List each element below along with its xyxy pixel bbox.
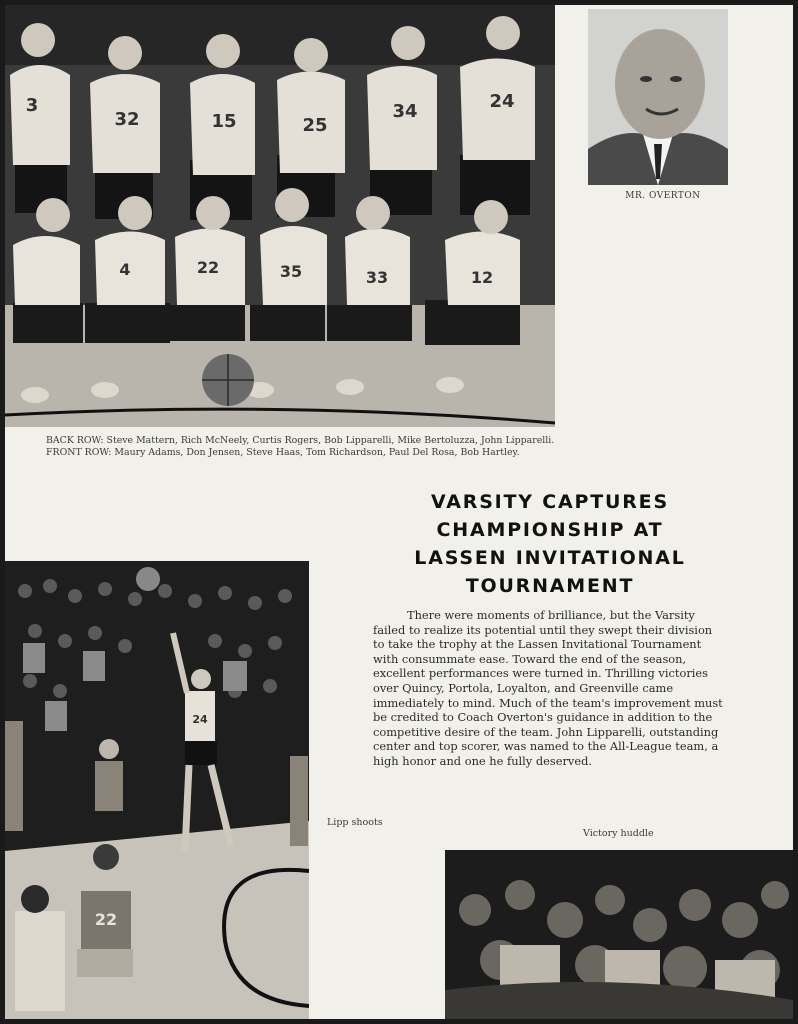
headline-line: CHAMPIONSHIP AT [436,519,664,541]
huddle-photo-caption: Victory huddle [583,828,654,839]
team-photo-caption: BACK ROW: Steve Mattern, Rich McNeely, Curtis Rogers, Bob Lipparelli, Mike Bertoluzza, John Lipparelli. FRONT ROW: Maury Adams, Don Jensen, Steve Haas, Tom Richardson, Paul Del Rosa, Bob Hartley. [46,435,555,458]
jersey-number: 25 [302,115,328,136]
jersey-number: 35 [279,262,303,281]
headline-line: TOURNAMENT [465,575,635,597]
action-photo [5,561,309,1019]
basketball-icon [136,567,160,591]
article-body: There were moments of brilliance, but the Varsity failed to realize its potential until they swept their division to take the trophy at the Lassen Invitational Tournament with consummate ease. Toward the end of the season, excellent performances were turned in. Thrilling victories over Quincy, Portola, Loyalton, and Greenville came immediately to mind. Much of the team's improvement must be credited to Coach Overton's guidance in addition to the competitive desire of the team. John Lipparelli, outstanding center and top scorer, was named to the All-League team, a high honor and one he fully deserved. [373,608,723,768]
jersey-number: 32 [114,109,140,130]
jersey-number: 22 [94,910,118,929]
article-headline [360,488,740,600]
huddle-photo [445,850,793,1019]
basketball-icon [202,354,254,406]
jersey-number: 24 [192,713,208,726]
portrait-caption: MR. OVERTON [625,191,701,201]
jersey-number: 4 [119,260,131,279]
jersey-number: 15 [211,111,237,132]
jersey-number: 22 [196,258,220,277]
headline-line: LASSEN INVITATIONAL [414,547,686,569]
jersey-number: 24 [489,91,515,112]
team-photo [5,5,555,427]
action-photo-caption: Lipp shoots [327,817,383,828]
headline-line: VARSITY CAPTURES [431,491,669,513]
jersey-number: 3 [25,95,39,116]
jersey-number: 33 [365,268,389,287]
jersey-number: 34 [392,101,418,122]
coach-portrait [588,9,728,185]
yearbook-page [5,5,793,1019]
jersey-number: 12 [470,268,494,287]
